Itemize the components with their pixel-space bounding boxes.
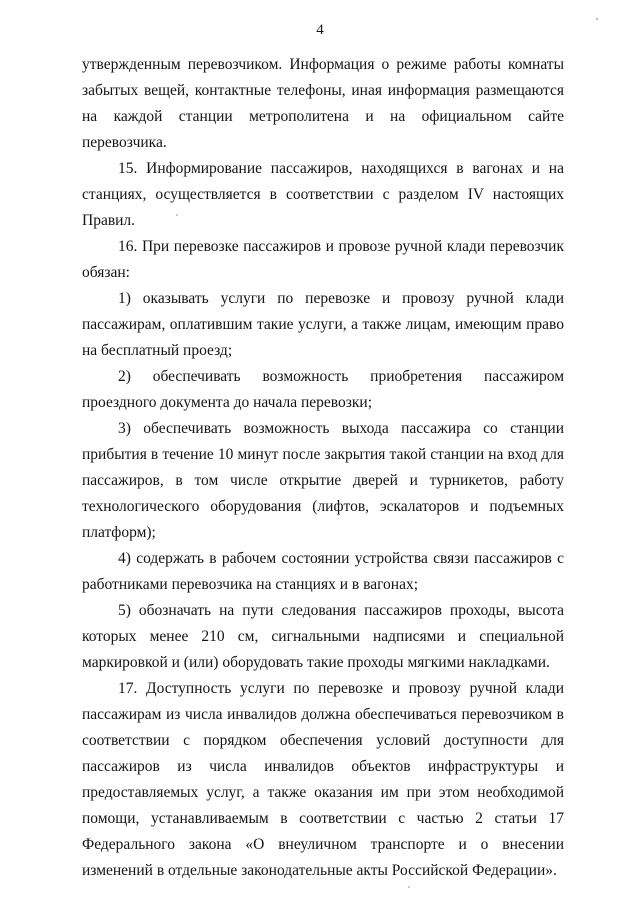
paragraph-continuation: утвержденным перевозчиком. Информация о режиме работы комнаты забытых вещей, контактные телефоны, иная информация размещаются на каждой станции метрополитена и на официальном сайте перевозчика. <box>82 56 564 151</box>
scan-speck <box>408 886 410 888</box>
list-item-4: 4) содержать в рабочем состоянии устройства связи пассажиров с работниками перевозчика на станциях и в вагонах; <box>82 550 564 593</box>
document-body <box>82 52 564 884</box>
list-item-1: 1) оказывать услуги по перевозке и провозу ручной клади пассажирам, оплатившим такие услуги, а также лицам, имеющим право на бесплатный проезд; <box>82 290 564 359</box>
paragraph-16: 16. При перевозке пассажиров и провозе ручной клади перевозчик обязан: <box>82 238 564 281</box>
paragraph-17: 17. Доступность услуги по перевозке и провозу ручной клади пассажирам из числа инвалидов должна обеспечиваться перевозчиком в соответствии с порядком обеспечения условий доступности для пассажиров из числа инвалидов объектов инфраструктуры и предоставляемых услуг, а также оказания им при этом необходимой помощи, устанавливаемым в соответствии с частью 2 статьи 17 Федерального закона «О внеуличном транспорте и о внесении изменений в отдельные законодательные акты Российской Федерации». <box>82 680 564 879</box>
list-item-5: 5) обозначать на пути следования пассажиров проходы, высота которых менее 210 см, сигнальными надписями и специальной маркировкой и (или) оборудовать такие проходы мягкими накладками. <box>82 602 564 671</box>
scan-speck <box>596 18 598 20</box>
paragraph-15: 15. Информирование пассажиров, находящихся в вагонах и на станциях, осуществляется в соответствии с разделом IV настоящих Правил. <box>82 160 564 229</box>
list-item-2: 2) обеспечивать возможность приобретения пассажиром проездного документа до начала перевозки; <box>82 368 564 411</box>
list-item-3: 3) обеспечивать возможность выхода пассажира со станции прибытия в течение 10 минут после закрытия такой станции на вход для пассажиров, в том числе открытие дверей и турникетов, работу технологического оборудования (лифтов, эскалаторов и подъемных платформ); <box>82 420 564 541</box>
page-number: 4 <box>316 22 324 38</box>
